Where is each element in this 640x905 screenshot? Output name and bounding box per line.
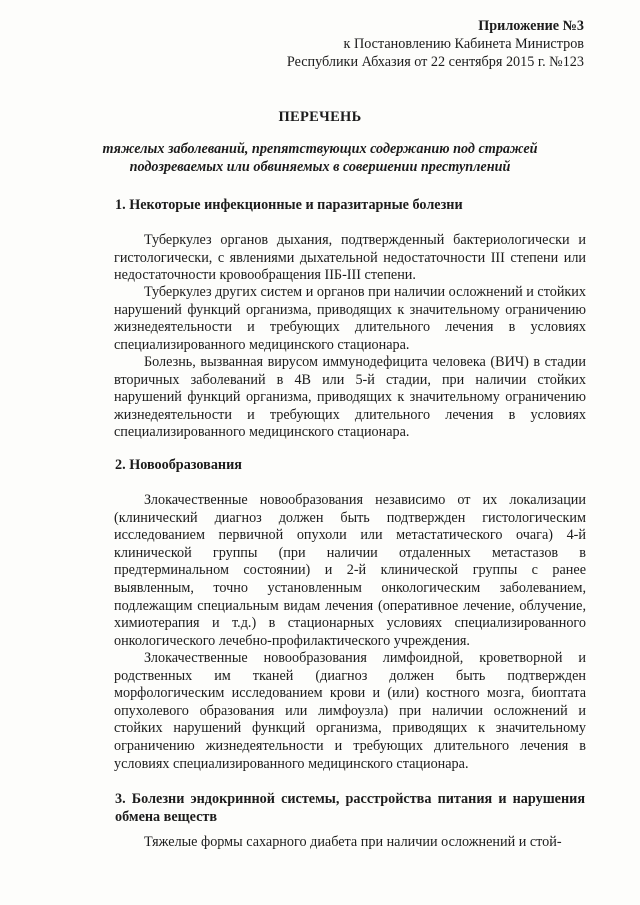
section-2-heading: 2. Новообразования xyxy=(115,457,242,473)
annex-title: Приложение №3 xyxy=(478,18,584,34)
section-3-paragraph-1: Тяжелые формы сахарного диабета при наличии осложнений и стой- xyxy=(144,834,562,850)
section-3-heading: 3. Болезни эндокринной системы, расстройства питания и нарушения обмена веществ xyxy=(115,791,585,825)
document-subtitle: тяжелых заболеваний, препятствующих содержанию под стражей подозреваемых или обвиняемых в совершении преступлений xyxy=(102,141,538,175)
section-2-paragraph-1: Злокачественные новообразования независимо от их локализации (клинический диагноз должен быть подтвержден гистологическим исследованием первичной опухоли или метастатического очага) 4-й клинической группы (при наличии отдаленных метастазов в предтерминальном состоянии) и 2-й клинической группы с ранее выявленным, точно установленным онкологическим заболеванием, подлежащим специальным видам лечения (оперативное лечение, облучение, химиотерапия и т.д.) в стационарных условиях специализированного онкологического лечебно-профилактического учреждения. xyxy=(114,492,586,649)
section-1-heading: 1. Некоторые инфекционные и паразитарные болезни xyxy=(115,197,463,213)
section-2-paragraph-2: Злокачественные новообразования лимфоидной, кроветворной и родственных им тканей (диагноз должен быть подтвержден морфологическим исследованием крови и (или) костного мозга, биоптата опухолевого образования или лимфоузла) при наличии осложнений и стойких нарушений функций организма, приводящих к значительному ограничению жизнедеятельности и требующих длительного лечения в условиях специализированного медицинского стационара. xyxy=(114,650,586,772)
annex-line-1: к Постановлению Кабинета Министров xyxy=(343,36,584,52)
section-1-paragraph-2: Туберкулез других систем и органов при наличии осложнений и стойких нарушений функций организма, приводящих к значительному ограничению жизнедеятельности и требующих длительного лечения в условиях специализированного медицинского стационара. xyxy=(114,284,586,353)
document-title: ПЕРЕЧЕНЬ xyxy=(278,109,362,125)
annex-line-2: Республики Абхазия от 22 сентября 2015 г. №123 xyxy=(286,54,584,70)
section-1-paragraph-3: Болезнь, вызванная вирусом иммунодефицита человека (ВИЧ) в стадии вторичных заболеваний в 4В или 5-й стадии, при наличии стойких нарушений функций организма, приводящих к значительному ограничению жизнедеятельности и требующих длительного лечения в условиях специализированного медицинского стационара. xyxy=(114,354,586,441)
annex-header xyxy=(287,17,584,71)
section-1-paragraph-1: Туберкулез органов дыхания, подтвержденный бактериологически и гистологически, с явлениями дыхательной недостаточности III степени или недостаточности кровообращения IIБ-III степени. xyxy=(114,232,586,284)
